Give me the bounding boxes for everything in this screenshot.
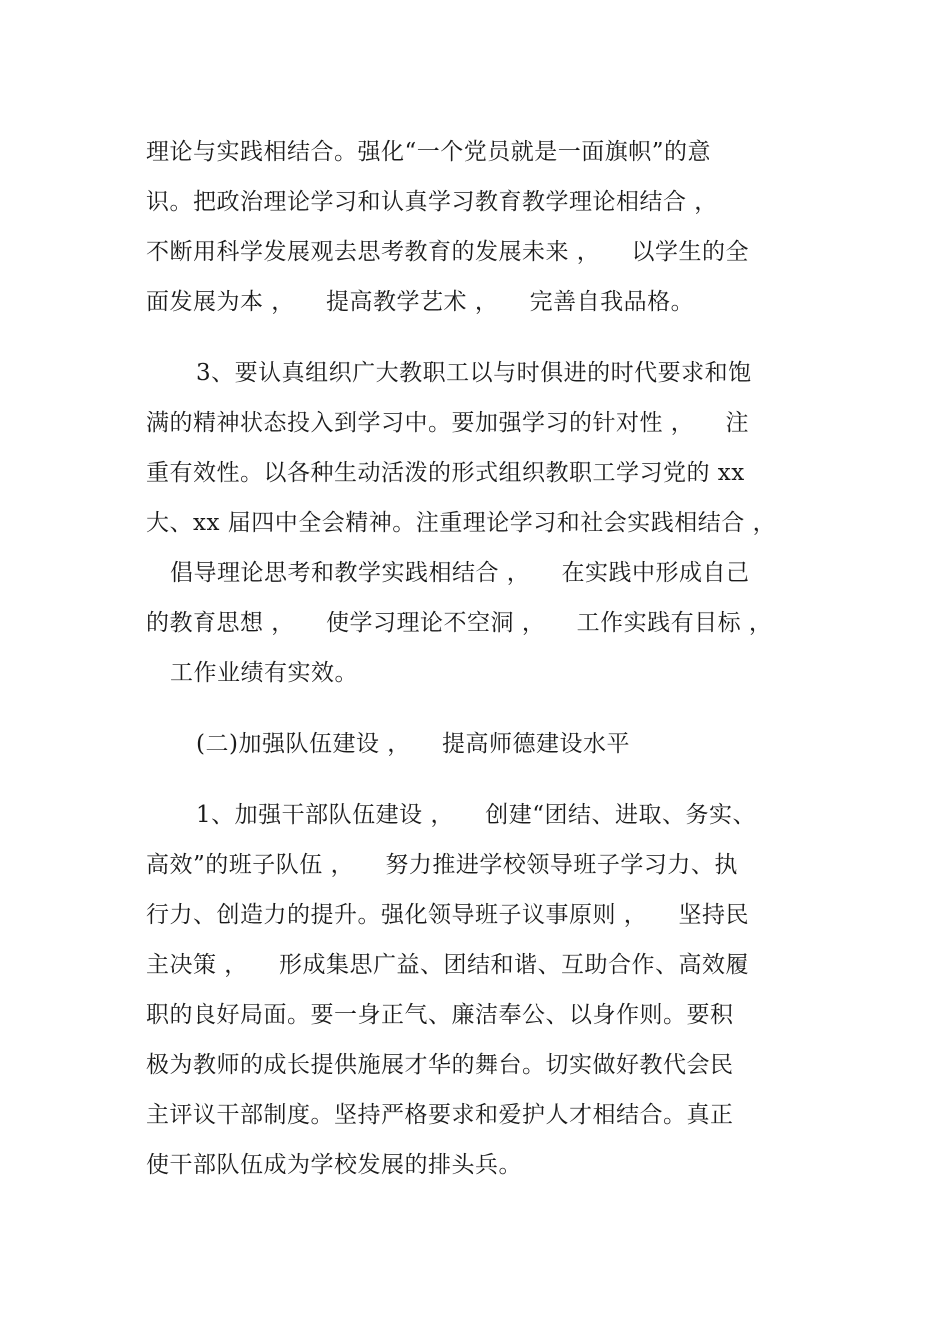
paragraph-1-line-1: 1、加强干部队伍建设 ， 创建“团结、进取、务实、 [196,802,756,828]
paragraph-1-line-5: 职的良好局面。要一身正气、廉洁奉公、以身作则。要积 [146,1002,734,1028]
paragraph-3-line-1: 3、要认真组织广大教职工以与时俱进的时代要求和饱 [196,360,752,386]
text-line-3: 不断用科学发展观去思考教育的发展未来 ， 以学生的全 [146,239,750,265]
text-line-1: 理论与实践相结合。强化“一个党员就是一面旗帜”的意 [146,139,712,165]
paragraph-1-line-3: 行力、创造力的提升。强化领导班子议事原则 ， 坚持民 [146,902,750,928]
paragraph-3-line-4: 大、xx 届四中全会精神。注重理论学习和社会实践相结合 ， [146,510,777,536]
section-heading: (二)加强队伍建设 ， 提高师德建设水平 [196,731,631,757]
paragraph-3-line-7: 工作业绩有实效。 [170,660,358,686]
paragraph-3-line-6: 的教育思想 ， 使学习理论不空洞 ， 工作实践有目标 ， [146,610,773,636]
paragraph-3-line-3: 重有效性。以各种生动活泼的形式组织教职工学习党的 xx [146,460,745,486]
paragraph-1-line-6: 极为教师的成长提供施展才华的舞台。切实做好教代会民 [146,1052,734,1078]
text-line-2: 识。把政治理论学习和认真学习教育教学理论相结合 ， [146,189,718,215]
paragraph-1-line-8: 使干部队伍成为学校发展的排头兵。 [146,1152,522,1178]
paragraph-1-line-7: 主评议干部制度。坚持严格要求和爱护人才相结合。真正 [146,1102,734,1128]
paragraph-1-line-2: 高效”的班子队伍 ， 努力推进学校领导班子学习力、执 [146,852,738,878]
text-line-4: 面发展为本 ， 提高教学艺术 ， 完善自我品格。 [146,289,695,315]
paragraph-3-line-5: 倡导理论思考和教学实践相结合 ， 在实践中形成自己 [170,560,750,586]
paragraph-3-line-2: 满的精神状态投入到学习中。要加强学习的针对性 ， 注 [146,410,750,436]
paragraph-1-line-4: 主决策 ， 形成集思广益、团结和谐、互助合作、高效履 [146,952,750,978]
